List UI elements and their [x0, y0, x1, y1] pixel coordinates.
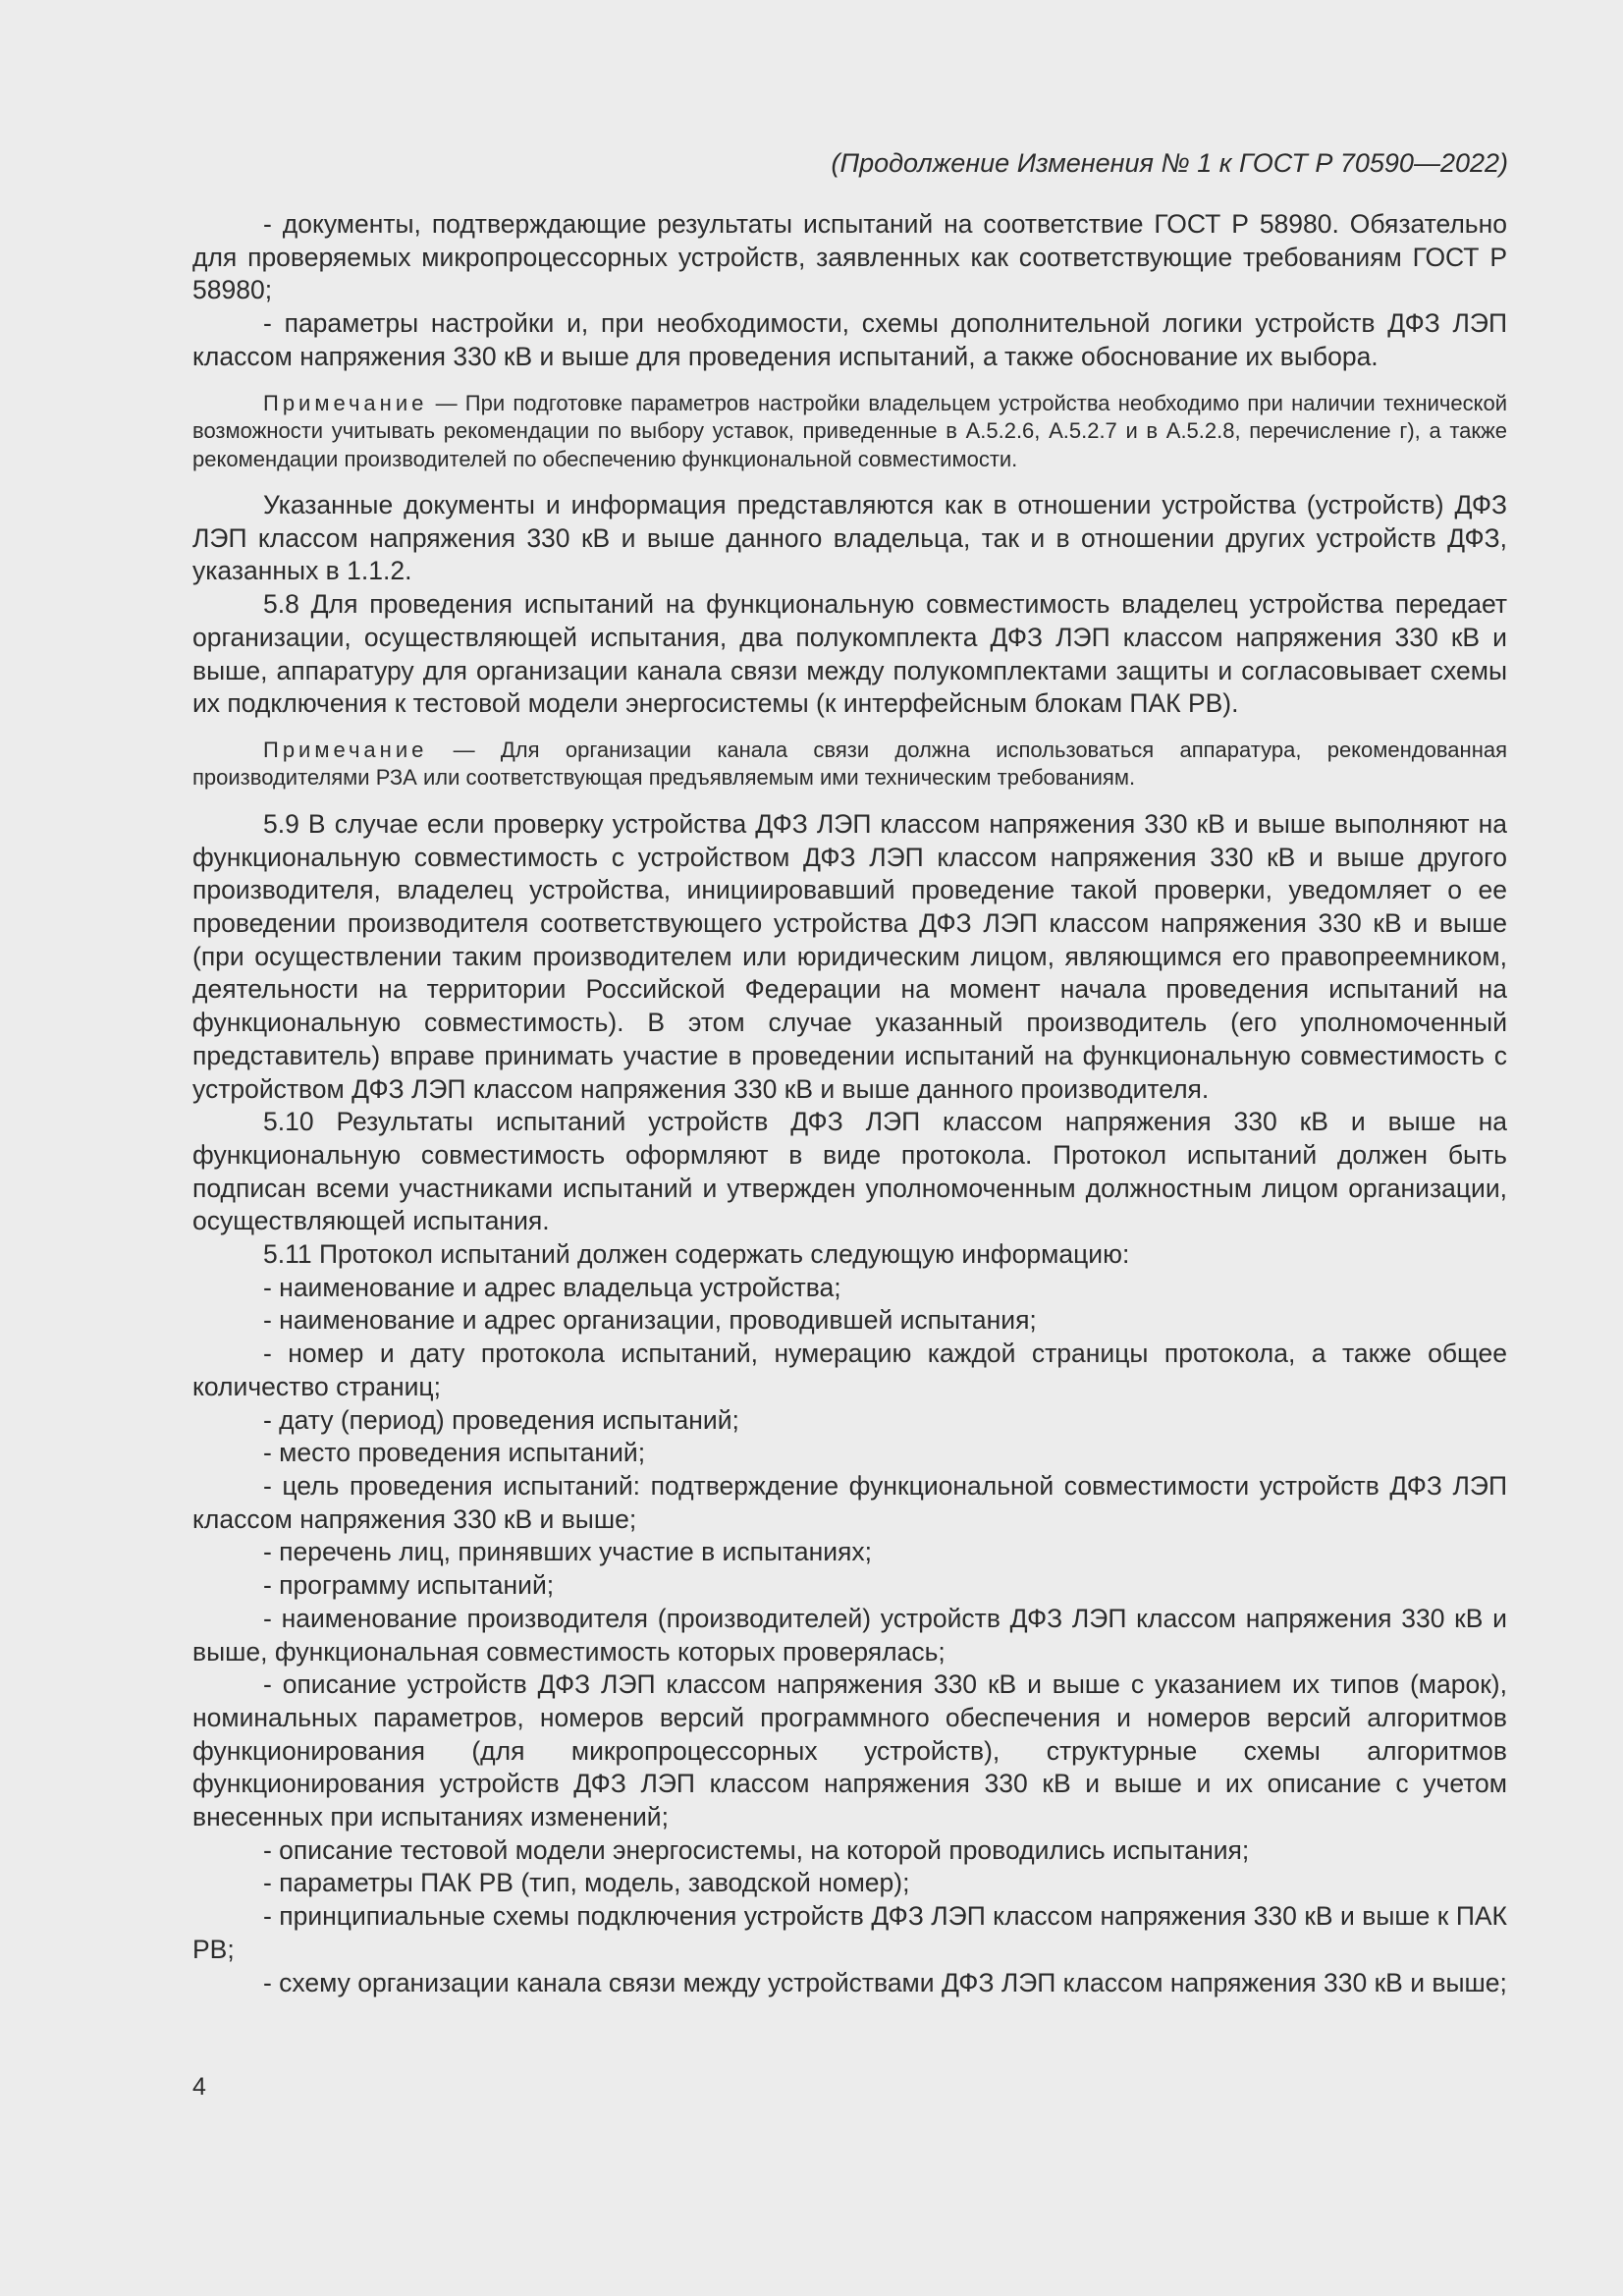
note-text: — Для организации канала связи должна использоваться аппаратура, рекомендованная производителями РЗА или соответствующая предъявляемым ими техническим требованиям.	[192, 737, 1507, 791]
list-item: - принципиальные схемы подключения устройств ДФЗ ЛЭП классом напряжения 330 кВ и выше к ПАК РВ;	[192, 1901, 1507, 1964]
paragraph: 5.11 Протокол испытаний должен содержать следующую информацию:	[263, 1239, 1130, 1270]
paragraph: 5.8 Для проведения испытаний на функциональную совместимость владелец устройства передает организации, осуществляющей испытания, два полукомплекта ДФЗ ЛЭП классом напряжения 330 кВ и выше, аппаратуру для организации канала связи между полукомплектами защиты и согласовывает схемы их подключения к тестовой модели энергосистемы (к интерфейсным блокам ПАК РВ).	[192, 589, 1507, 719]
document-body	[192, 208, 1507, 1999]
paragraph: - параметры настройки и, при необходимости, схемы дополнительной логики устройств ДФЗ ЛЭП классом напряжения 330 кВ и выше для проведения испытаний, а также обоснование их выбора.	[192, 308, 1507, 371]
list-item: - наименование и адрес организации, проводившей испытания;	[263, 1305, 1037, 1336]
list-item: - цель проведения испытаний: подтверждение функциональной совместимости устройств ДФЗ ЛЭП классом напряжения 330 кВ и выше;	[192, 1471, 1507, 1534]
list-item: - схему организации канала связи между устройствами ДФЗ ЛЭП классом напряжения 330 кВ и выше;	[263, 1967, 1507, 1997]
paragraph: - документы, подтверждающие результаты испытаний на соответствие ГОСТ Р 58980. Обязательно для проверяемых микропроцессорных устройств, заявленных как соответствующие требованиям ГОСТ Р 58980;	[192, 209, 1507, 305]
list-item: - параметры ПАК РВ (тип, модель, заводской номер);	[263, 1868, 910, 1898]
list-item: - номер и дату протокола испытаний, нумерацию каждой страницы протокола, а также общее количество страниц;	[192, 1339, 1507, 1401]
list-item: - программу испытаний;	[263, 1570, 555, 1601]
paragraph: Указанные документы и информация представляются как в отношении устройства (устройств) ДФЗ ЛЭП классом напряжения 330 кВ и выше данного владельца, так и в отношении других устройств ДФЗ, указанных в 1.1.2.	[192, 490, 1507, 586]
note-label: Примечание	[263, 737, 428, 762]
page-number: 4	[192, 2073, 206, 2101]
list-item: - перечень лиц, принявших участие в испытаниях;	[263, 1537, 872, 1567]
note-label: Примечание	[263, 390, 428, 415]
paragraph: 5.9 В случае если проверку устройства ДФЗ ЛЭП классом напряжения 330 кВ и выше выполняют на функциональную совместимость с устройством ДФЗ ЛЭП классом напряжения 330 кВ и выше другого производителя, владелец устройства, инициировавший проведение такой проверки, уведомляет о ее проведении производителя соответствующего устройства ДФЗ ЛЭП классом напряжения 330 кВ и выше (при осуществлении таким производителем или юридическим лицом, являющимся его правопреемником, деятельности на территории Российской Федерации на момент начала проведения испытаний на функциональную совместимость). В этом случае указанный производитель (его уполномоченный представитель) вправе принимать участие в проведении испытаний на функциональную совместимость с устройством ДФЗ ЛЭП классом напряжения 330 кВ и выше данного производителя.	[192, 808, 1507, 1104]
list-item: - описание тестовой модели энергосистемы, на которой проводились испытания;	[263, 1834, 1250, 1865]
list-item: - место проведения испытаний;	[263, 1438, 646, 1468]
list-item: - наименование производителя (производителей) устройств ДФЗ ЛЭП классом напряжения 330 кВ и выше, функциональная совместимость которых проверялась;	[192, 1603, 1507, 1667]
running-header: (Продолжение Изменения № 1 к ГОСТ Р 70590—2022)	[831, 148, 1508, 178]
list-item: - описание устройств ДФЗ ЛЭП классом напряжения 330 кВ и выше с указанием их типов (марок), номинальных параметров, номеров версий программного обеспечения и номеров версий алгоритмов функционирования (для микропроцессорных устройств), структурные схемы алгоритмов функционирования устройств ДФЗ ЛЭП классом напряжения 330 кВ и выше и их описание с учетом внесенных при испытаниях изменений;	[192, 1669, 1507, 1832]
note	[192, 390, 1507, 474]
note	[192, 737, 1507, 793]
list-item: - наименование и адрес владельца устройства;	[263, 1272, 841, 1302]
paragraph: 5.10 Результаты испытаний устройств ДФЗ ЛЭП классом напряжения 330 кВ и выше на функциональную совместимость оформляют в виде протокола. Протокол испытаний должен быть подписан всеми участниками испытаний и утвержден уполномоченным должностным лицом организации, осуществляющей испытания.	[192, 1107, 1507, 1236]
list-item: - дату (период) проведения испытаний;	[263, 1404, 739, 1435]
note-text: — При подготовке параметров настройки владельцем устройства необходимо при наличии технической возможности учитывать рекомендации по выбору уставок, приведенные в А.5.2.6, А.5.2.7 и в А.5.2.8, перечисление г), а также рекомендации производителей по обеспечению функциональной совместимости.	[192, 390, 1507, 471]
